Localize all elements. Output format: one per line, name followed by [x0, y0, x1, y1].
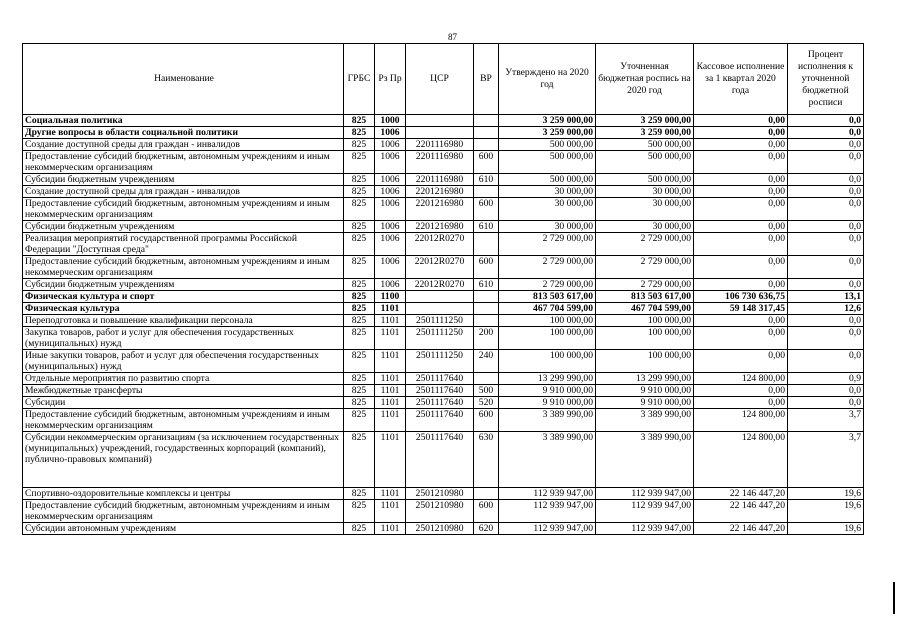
cell-grbs: 825 [344, 303, 375, 315]
cell-refined: 500 000,00 [596, 174, 694, 186]
cell-cash: 0,00 [694, 151, 788, 174]
cell-cash: 0,00 [694, 327, 788, 350]
table-row [23, 139, 864, 151]
cell-rzpr: 1101 [375, 385, 406, 397]
col-vr-header: ВР [474, 44, 499, 115]
cell-vr: 610 [474, 174, 499, 186]
cell-percent: 0,0 [788, 233, 864, 256]
cell-name: Предоставление субсидий бюджетным, автономным учреждениям и иным некоммерческим организациям [23, 151, 344, 174]
table-row [23, 397, 864, 409]
cell-approved: 112 939 947,00 [499, 500, 596, 523]
cell-refined: 112 939 947,00 [596, 500, 694, 523]
cell-name: Иные закупки товаров, работ и услуг для обеспечения государственных (муниципальных) нужд [23, 350, 344, 373]
cell-csr: 22012R0270 [406, 279, 474, 291]
cell-approved: 2 729 000,00 [499, 233, 596, 256]
cell-cash: 0,00 [694, 139, 788, 151]
cell-refined: 100 000,00 [596, 327, 694, 350]
cell-vr: 500 [474, 385, 499, 397]
cell-refined: 9 910 000,00 [596, 385, 694, 397]
cell-name: Межбюджетные трансферты [23, 385, 344, 397]
cell-refined: 30 000,00 [596, 186, 694, 198]
col-approved-header: Утверждено на 2020 год [499, 44, 596, 115]
cell-approved: 30 000,00 [499, 221, 596, 233]
cell-csr [406, 291, 474, 303]
cell-percent: 0,0 [788, 385, 864, 397]
col-grbs-header: ГРБС [344, 44, 375, 115]
table-row [23, 303, 864, 315]
cell-vr [474, 127, 499, 139]
cell-name: Реализация мероприятий государственной программы Российской Федерации "Доступная среда" [23, 233, 344, 256]
cell-cash: 0,00 [694, 279, 788, 291]
cell-approved: 13 299 990,00 [499, 373, 596, 385]
cell-vr [474, 186, 499, 198]
cell-csr: 2501111250 [406, 327, 474, 350]
cell-name: Предоставление субсидий бюджетным, автономным учреждениям и иным некоммерческим организациям [23, 198, 344, 221]
table-row [23, 127, 864, 139]
cell-name: Предоставление субсидий бюджетным, автономным учреждениям и иным некоммерческим организациям [23, 256, 344, 279]
cell-approved: 9 910 000,00 [499, 397, 596, 409]
cell-csr [406, 303, 474, 315]
cell-rzpr: 1101 [375, 315, 406, 327]
table-row [23, 432, 864, 488]
cell-grbs: 825 [344, 432, 375, 488]
table-row [23, 488, 864, 500]
cell-cash: 0,00 [694, 221, 788, 233]
cell-vr: 600 [474, 198, 499, 221]
cell-rzpr: 1006 [375, 198, 406, 221]
cell-percent: 0,0 [788, 315, 864, 327]
cell-percent: 0,0 [788, 127, 864, 139]
cell-rzpr: 1101 [375, 350, 406, 373]
cell-vr [474, 115, 499, 127]
cell-cash: 0,00 [694, 350, 788, 373]
margin-mark [893, 582, 895, 614]
cell-approved: 9 910 000,00 [499, 385, 596, 397]
table-row [23, 291, 864, 303]
cell-name: Субсидии некоммерческим организациям (за исключением государственных (муниципальных) учреждений, государственных корпораций (компаний), публично-правовых компаний) [23, 432, 344, 488]
cell-name: Субсидии [23, 397, 344, 409]
cell-grbs: 825 [344, 139, 375, 151]
cell-csr: 22012R0270 [406, 233, 474, 256]
col-name-header: Наименование [23, 44, 344, 115]
cell-grbs: 825 [344, 350, 375, 373]
cell-csr: 2501210980 [406, 488, 474, 500]
cell-refined: 813 503 617,00 [596, 291, 694, 303]
cell-vr [474, 373, 499, 385]
cell-grbs: 825 [344, 327, 375, 350]
cell-approved: 112 939 947,00 [499, 488, 596, 500]
cell-cash: 0,00 [694, 397, 788, 409]
cell-csr: 2201116980 [406, 139, 474, 151]
cell-percent: 0,0 [788, 115, 864, 127]
cell-grbs: 825 [344, 315, 375, 327]
cell-refined: 3 389 990,00 [596, 432, 694, 488]
cell-approved: 30 000,00 [499, 198, 596, 221]
cell-csr: 2501117640 [406, 397, 474, 409]
cell-rzpr: 1101 [375, 397, 406, 409]
cell-vr [474, 139, 499, 151]
cell-rzpr: 1100 [375, 291, 406, 303]
cell-vr: 610 [474, 221, 499, 233]
cell-grbs: 825 [344, 373, 375, 385]
cell-grbs: 825 [344, 186, 375, 198]
table-row [23, 186, 864, 198]
cell-grbs: 825 [344, 279, 375, 291]
table-row [23, 385, 864, 397]
cell-name: Отдельные мероприятия по развитию спорта [23, 373, 344, 385]
cell-grbs: 825 [344, 488, 375, 500]
cell-percent: 19,6 [788, 500, 864, 523]
cell-cash: 22 146 447,20 [694, 488, 788, 500]
cell-grbs: 825 [344, 151, 375, 174]
cell-cash: 106 730 636,75 [694, 291, 788, 303]
cell-approved: 2 729 000,00 [499, 279, 596, 291]
cell-percent: 0,9 [788, 373, 864, 385]
cell-rzpr: 1101 [375, 373, 406, 385]
cell-grbs: 825 [344, 397, 375, 409]
table-row [23, 500, 864, 523]
cell-rzpr: 1101 [375, 500, 406, 523]
cell-percent: 0,0 [788, 139, 864, 151]
cell-grbs: 825 [344, 409, 375, 432]
cell-name: Социальная политика [23, 115, 344, 127]
cell-name: Переподготовка и повышение квалификации персонала [23, 315, 344, 327]
cell-refined: 30 000,00 [596, 221, 694, 233]
cell-cash: 0,00 [694, 233, 788, 256]
cell-rzpr: 1006 [375, 221, 406, 233]
cell-rzpr: 1006 [375, 139, 406, 151]
cell-cash: 0,00 [694, 256, 788, 279]
cell-approved: 500 000,00 [499, 174, 596, 186]
cell-cash: 0,00 [694, 385, 788, 397]
cell-grbs: 825 [344, 291, 375, 303]
cell-approved: 3 389 990,00 [499, 409, 596, 432]
cell-cash: 124 800,00 [694, 409, 788, 432]
cell-refined: 112 939 947,00 [596, 488, 694, 500]
cell-vr: 600 [474, 500, 499, 523]
cell-csr: 2501117640 [406, 385, 474, 397]
cell-percent: 3,7 [788, 432, 864, 488]
cell-csr: 2201116980 [406, 151, 474, 174]
cell-grbs: 825 [344, 127, 375, 139]
cell-cash: 0,00 [694, 198, 788, 221]
table-row [23, 523, 864, 535]
table-body [23, 115, 864, 535]
cell-csr: 2201216980 [406, 198, 474, 221]
cell-cash: 0,00 [694, 315, 788, 327]
cell-rzpr: 1006 [375, 127, 406, 139]
cell-name: Физическая культура и спорт [23, 291, 344, 303]
cell-name: Предоставление субсидий бюджетным, автономным учреждениям и иным некоммерческим организациям [23, 409, 344, 432]
cell-percent: 0,0 [788, 256, 864, 279]
cell-refined: 3 259 000,00 [596, 127, 694, 139]
cell-csr [406, 127, 474, 139]
cell-vr [474, 233, 499, 256]
cell-rzpr: 1101 [375, 327, 406, 350]
cell-refined: 100 000,00 [596, 350, 694, 373]
col-csr-header: ЦСР [406, 44, 474, 115]
table-row [23, 279, 864, 291]
cell-refined: 3 259 000,00 [596, 115, 694, 127]
cell-percent: 0,0 [788, 198, 864, 221]
cell-grbs: 825 [344, 221, 375, 233]
cell-cash: 59 148 317,45 [694, 303, 788, 315]
cell-rzpr: 1006 [375, 174, 406, 186]
cell-vr: 200 [474, 327, 499, 350]
cell-refined: 2 729 000,00 [596, 233, 694, 256]
table-row [23, 315, 864, 327]
cell-csr: 2501117640 [406, 432, 474, 488]
cell-rzpr: 1006 [375, 151, 406, 174]
cell-csr: 2201116980 [406, 174, 474, 186]
budget-table [22, 43, 864, 535]
cell-approved: 500 000,00 [499, 139, 596, 151]
cell-name: Другие вопросы в области социальной политики [23, 127, 344, 139]
cell-name: Спортивно-оздоровительные комплексы и центры [23, 488, 344, 500]
cell-approved: 100 000,00 [499, 315, 596, 327]
cell-csr: 2501117640 [406, 373, 474, 385]
cell-percent: 12,6 [788, 303, 864, 315]
cell-rzpr: 1006 [375, 186, 406, 198]
cell-vr [474, 291, 499, 303]
cell-csr: 2501117640 [406, 409, 474, 432]
cell-cash: 0,00 [694, 186, 788, 198]
cell-vr [474, 315, 499, 327]
cell-vr: 240 [474, 350, 499, 373]
cell-percent: 3,7 [788, 409, 864, 432]
cell-rzpr: 1101 [375, 488, 406, 500]
cell-vr: 610 [474, 279, 499, 291]
table-row [23, 221, 864, 233]
cell-grbs: 825 [344, 233, 375, 256]
col-percent-header: Процент исполнения к уточненной бюджетной росписи [788, 44, 864, 115]
cell-cash: 0,00 [694, 174, 788, 186]
cell-approved: 467 704 599,00 [499, 303, 596, 315]
cell-percent: 0,0 [788, 186, 864, 198]
cell-vr: 600 [474, 409, 499, 432]
cell-refined: 500 000,00 [596, 151, 694, 174]
table-row [23, 409, 864, 432]
col-rzpr-header: Рз Пр [375, 44, 406, 115]
cell-grbs: 825 [344, 256, 375, 279]
cell-csr: 2201216980 [406, 221, 474, 233]
cell-vr: 600 [474, 151, 499, 174]
cell-refined: 3 389 990,00 [596, 409, 694, 432]
cell-cash: 124 800,00 [694, 432, 788, 488]
cell-vr: 620 [474, 523, 499, 535]
cell-cash: 22 146 447,20 [694, 500, 788, 523]
cell-refined: 30 000,00 [596, 198, 694, 221]
cell-rzpr: 1000 [375, 115, 406, 127]
cell-grbs: 825 [344, 174, 375, 186]
cell-refined: 112 939 947,00 [596, 523, 694, 535]
table-row [23, 233, 864, 256]
cell-percent: 13,1 [788, 291, 864, 303]
cell-rzpr: 1101 [375, 523, 406, 535]
cell-name: Субсидии бюджетным учреждениям [23, 279, 344, 291]
cell-csr: 2501210980 [406, 500, 474, 523]
cell-rzpr: 1101 [375, 432, 406, 488]
cell-name: Создание доступной среды для граждан - инвалидов [23, 186, 344, 198]
cell-name: Субсидии бюджетным учреждениям [23, 221, 344, 233]
col-refined-header: Уточненная бюджетная роспись на 2020 год [596, 44, 694, 115]
table-row [23, 151, 864, 174]
cell-rzpr: 1006 [375, 233, 406, 256]
cell-csr: 2501111250 [406, 315, 474, 327]
cell-name: Предоставление субсидий бюджетным, автономным учреждениям и иным некоммерческим организациям [23, 500, 344, 523]
cell-cash: 0,00 [694, 127, 788, 139]
cell-approved: 100 000,00 [499, 350, 596, 373]
cell-rzpr: 1006 [375, 256, 406, 279]
cell-percent: 0,0 [788, 221, 864, 233]
table-row [23, 198, 864, 221]
cell-vr [474, 303, 499, 315]
cell-refined: 9 910 000,00 [596, 397, 694, 409]
table-row [23, 350, 864, 373]
cell-refined: 2 729 000,00 [596, 256, 694, 279]
cell-percent: 0,0 [788, 174, 864, 186]
table-row [23, 174, 864, 186]
table-row [23, 256, 864, 279]
cell-grbs: 825 [344, 500, 375, 523]
cell-percent: 0,0 [788, 151, 864, 174]
table-row [23, 327, 864, 350]
cell-rzpr: 1101 [375, 303, 406, 315]
cell-csr [406, 115, 474, 127]
cell-approved: 3 389 990,00 [499, 432, 596, 488]
cell-approved: 500 000,00 [499, 151, 596, 174]
page-number: 87 [448, 32, 457, 42]
cell-csr: 2501111250 [406, 350, 474, 373]
cell-cash: 0,00 [694, 115, 788, 127]
cell-percent: 0,0 [788, 397, 864, 409]
cell-rzpr: 1006 [375, 279, 406, 291]
cell-rzpr: 1101 [375, 409, 406, 432]
cell-vr: 520 [474, 397, 499, 409]
cell-cash: 22 146 447,20 [694, 523, 788, 535]
cell-approved: 30 000,00 [499, 186, 596, 198]
cell-percent: 0,0 [788, 327, 864, 350]
cell-cash: 124 800,00 [694, 373, 788, 385]
cell-name: Закупка товаров, работ и услуг для обеспечения государственных (муниципальных) нужд [23, 327, 344, 350]
cell-name: Субсидии бюджетным учреждениям [23, 174, 344, 186]
cell-refined: 467 704 599,00 [596, 303, 694, 315]
cell-percent: 0,0 [788, 279, 864, 291]
cell-approved: 3 259 000,00 [499, 115, 596, 127]
cell-name: Субсидии автономным учреждениям [23, 523, 344, 535]
cell-vr [474, 488, 499, 500]
col-cash-header: Кассовое исполнение за 1 квартал 2020 года [694, 44, 788, 115]
cell-refined: 100 000,00 [596, 315, 694, 327]
table-row [23, 115, 864, 127]
cell-grbs: 825 [344, 523, 375, 535]
cell-name: Создание доступной среды для граждан - инвалидов [23, 139, 344, 151]
cell-csr: 22012R0270 [406, 256, 474, 279]
cell-approved: 100 000,00 [499, 327, 596, 350]
cell-name: Физическая культура [23, 303, 344, 315]
cell-vr: 630 [474, 432, 499, 488]
cell-refined: 2 729 000,00 [596, 279, 694, 291]
cell-grbs: 825 [344, 115, 375, 127]
cell-refined: 500 000,00 [596, 139, 694, 151]
cell-percent: 19,6 [788, 488, 864, 500]
cell-approved: 112 939 947,00 [499, 523, 596, 535]
cell-approved: 3 259 000,00 [499, 127, 596, 139]
cell-grbs: 825 [344, 198, 375, 221]
cell-grbs: 825 [344, 385, 375, 397]
cell-refined: 13 299 990,00 [596, 373, 694, 385]
cell-csr: 2501210980 [406, 523, 474, 535]
cell-approved: 813 503 617,00 [499, 291, 596, 303]
cell-vr: 600 [474, 256, 499, 279]
table-row [23, 373, 864, 385]
cell-approved: 2 729 000,00 [499, 256, 596, 279]
cell-csr: 2201216980 [406, 186, 474, 198]
cell-percent: 19,6 [788, 523, 864, 535]
header-row [23, 44, 864, 115]
cell-percent: 0,0 [788, 350, 864, 373]
